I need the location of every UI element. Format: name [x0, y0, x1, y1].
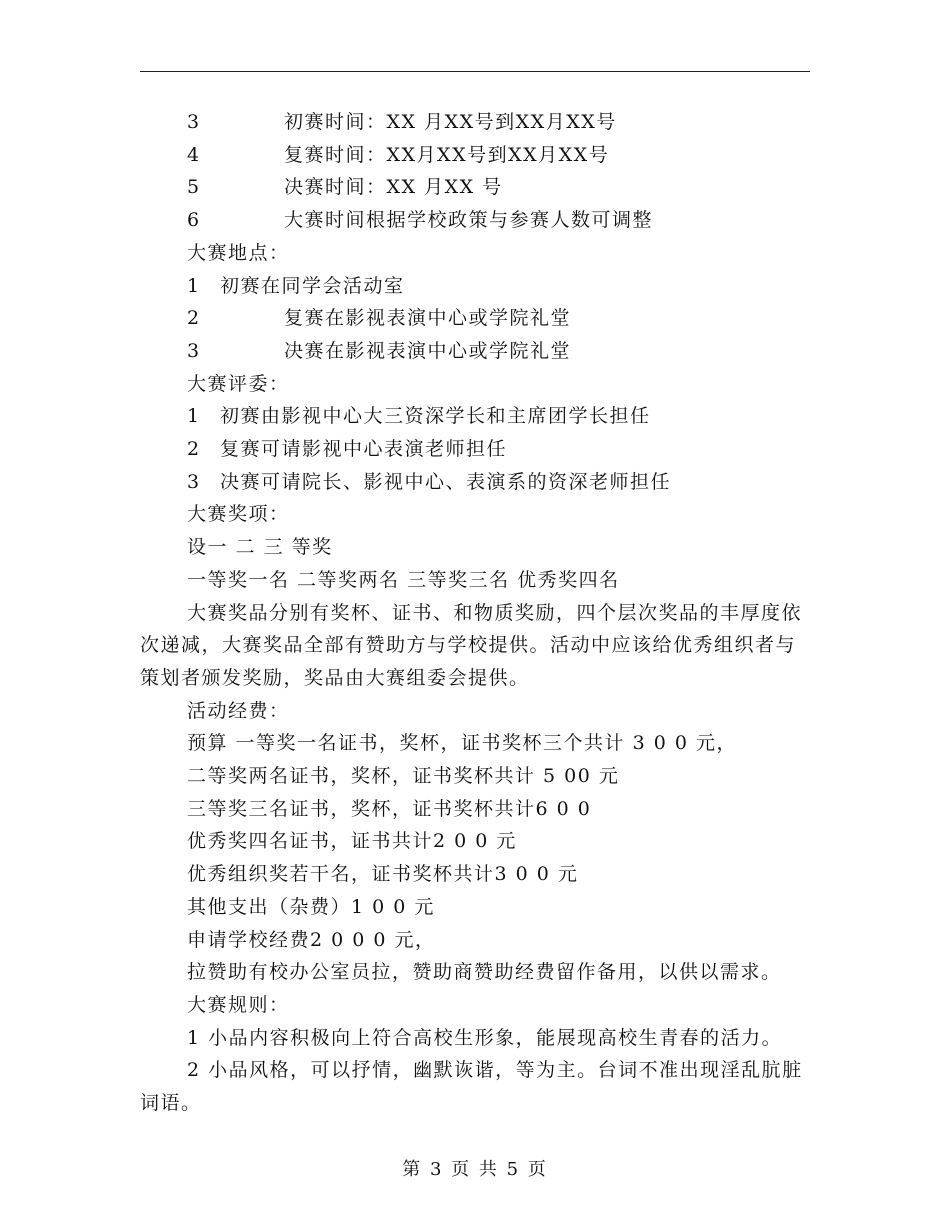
judges-item [140, 433, 810, 466]
item-text: 决赛时间：XX 月XX 号 [284, 176, 503, 199]
awards-paragraph: 大赛奖品分别有奖杯、证书、和物质奖励，四个层次奖品的丰厚度依次递减，大赛奖品全部有赞助方与学校提供。活动中应该给优秀组织者与策划者颁发奖励，奖品由大赛组委会提供。 [140, 601, 803, 689]
awards-line: 设一 二 三 等奖 [187, 536, 333, 559]
schedule-item [140, 106, 810, 139]
schedule-item [140, 171, 810, 204]
venue-item [140, 302, 810, 335]
item-number: 1 [187, 274, 201, 297]
item-number: 3 [187, 470, 201, 493]
item-text: 复赛时间：XX月XX号到XX月XX号 [284, 143, 610, 166]
item-text: 大赛时间根据学校政策与参赛人数可调整 [284, 209, 654, 232]
item-text: 复赛在影视表演中心或学院礼堂 [284, 307, 572, 330]
rules-item: 2 小品风格，可以抒情，幽默诙谐，等为主。台词不准出现淫乱肮脏词语。 [140, 1059, 803, 1115]
venue-item [140, 335, 810, 368]
item-number: 6 [187, 209, 201, 232]
item-number: 2 [187, 438, 201, 461]
budget-line: 二等奖两名证书，奖杯，证书奖杯共计 5 00 元 [187, 765, 620, 788]
budget-heading: 活动经费： [187, 699, 290, 722]
venue-item [140, 270, 810, 303]
item-number: 1 [187, 405, 201, 428]
judges-item [140, 466, 810, 499]
schedule-item [140, 204, 810, 237]
budget-line: 拉赞助有校办公室员拉，赞助商赞助经费留作备用，以供以需求。 [187, 961, 782, 984]
header-rule [140, 71, 810, 72]
judges-item [140, 400, 810, 433]
item-text: 决赛在影视表演中心或学院礼堂 [284, 339, 572, 362]
rules-heading: 大赛规则： [187, 993, 290, 1016]
rules-item: 1 小品内容积极向上符合高校生形象，能展现高校生青春的活力。 [187, 1026, 783, 1049]
item-text: 初赛在同学会活动室 [220, 274, 405, 297]
venue-heading: 大赛地点： [187, 241, 290, 264]
judges-heading: 大赛评委： [187, 372, 290, 395]
budget-line: 其他支出（杂费）1 0 0 元 [187, 895, 435, 918]
item-number: 2 [187, 307, 201, 330]
item-text: 初赛时间：XX 月XX号到XX月XX号 [284, 111, 617, 133]
budget-line: 申请学校经费2 0 0 0 元， [187, 928, 436, 951]
item-text: 初赛由影视中心大三资深学长和主席团学长担任 [220, 405, 651, 428]
schedule-item [140, 139, 810, 172]
budget-line: 预算 一等奖一名证书，奖杯，证书奖杯三个共计 3 0 0 元， [187, 732, 737, 755]
item-number: 3 [187, 339, 201, 362]
document-body [140, 106, 810, 1120]
awards-heading: 大赛奖项： [187, 503, 290, 526]
item-text: 决赛可请院长、影视中心、表演系的资深老师担任 [220, 470, 672, 493]
item-number: 3 [187, 111, 201, 133]
item-number: 5 [187, 176, 201, 199]
awards-line: 一等奖一名 二等奖两名 三等奖三名 优秀奖四名 [187, 568, 620, 591]
budget-line: 三等奖三名证书，奖杯，证书奖杯共计6 0 0 [187, 797, 592, 820]
item-number: 4 [187, 143, 201, 166]
budget-line: 优秀组织奖若干名，证书奖杯共计3 0 0 元 [187, 863, 579, 886]
item-text: 复赛可请影视中心表演老师担任 [220, 438, 508, 461]
budget-line: 优秀奖四名证书，证书共计2 0 0 元 [187, 830, 517, 853]
page-footer: 第 3 页 共 5 页 [402, 1159, 548, 1180]
